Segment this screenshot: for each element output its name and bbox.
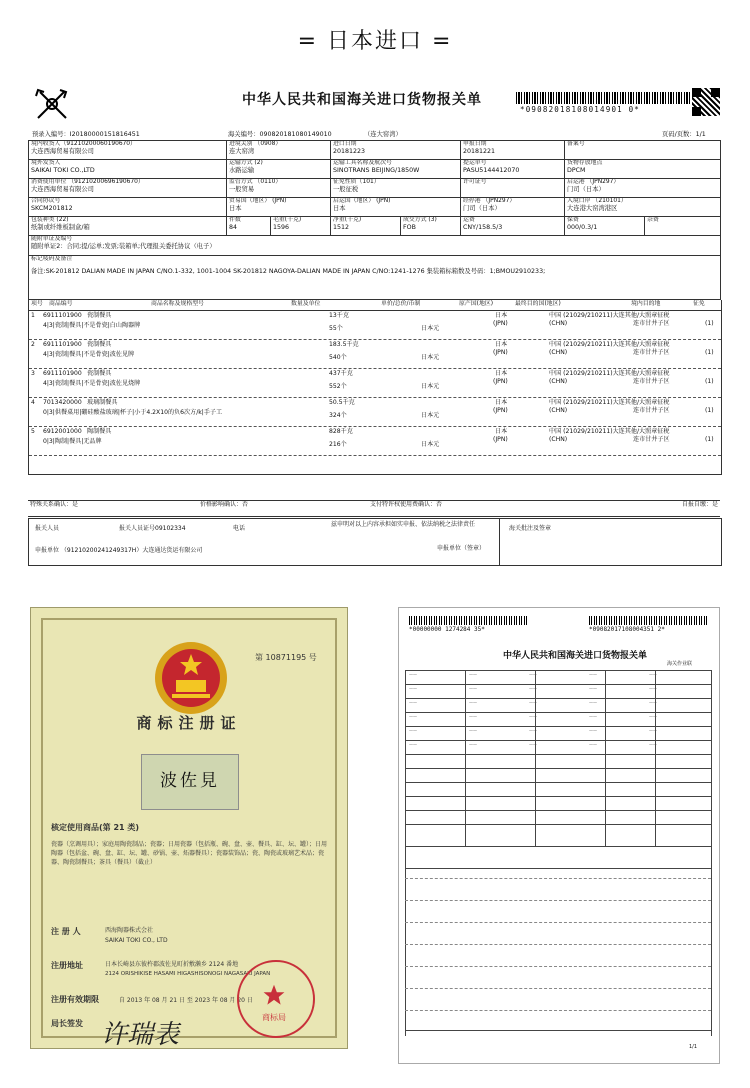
goods-code: 6911101900	[43, 312, 82, 319]
royalty: 支付特许权使用费确认：否	[368, 501, 568, 517]
goods-name: 玻璃制餐具	[87, 399, 118, 406]
goods-dest-code: (CHN)	[549, 378, 568, 385]
footer-grid	[28, 500, 720, 517]
cell-origin-country: 启运国（地区） (JPN) 日本	[331, 198, 461, 217]
cell-pieces: 件数 84	[227, 217, 271, 236]
barcode	[516, 92, 712, 104]
goods-origin: 日本	[495, 370, 508, 377]
goods-row	[29, 398, 721, 427]
cell-supervision: 监管方式 （0110） 一般贸易	[227, 179, 331, 198]
goods-origin: 日本	[495, 341, 508, 348]
self-payment: 自报自缴：是	[568, 501, 720, 517]
director-label: 局长签发	[51, 1019, 83, 1028]
goods-origin: 日本	[495, 428, 508, 435]
goods-row	[29, 311, 721, 340]
agent: 申报单位 （91210200241249317H）大连通达货运有限公司	[35, 547, 203, 554]
goods-dest3: (1)	[705, 320, 714, 327]
page-count: 页码/页数：1/1	[662, 131, 706, 138]
cell-trade-country: 贸易国（地区） (JPN) 日本	[227, 198, 331, 217]
cell-import-date: 进口日期 20181223	[331, 141, 461, 160]
goods-dest2: 连市甘井子区	[633, 349, 670, 356]
certificate-title: 商标注册证	[136, 714, 242, 732]
statement: 兹申明对以上内容承担如实申报、依法纳税之法律责任	[331, 521, 476, 528]
goods-dest-code: (CHN)	[549, 407, 568, 414]
barcode-number: *09082018108014901 0*	[520, 105, 641, 114]
goods-dest: 中国 (21029/210211)大连其他/大照章征税	[549, 312, 670, 319]
term-label: 注册有效期限	[51, 995, 99, 1004]
page-heading: = 日本进口 =	[297, 29, 453, 54]
director-signature: 许瑞表	[101, 1020, 180, 1049]
goods-dest: 中国 (21029/210211)大连其他/大照章征税	[549, 370, 670, 377]
form2-page: 1/1	[689, 1044, 698, 1050]
goods-list	[28, 300, 722, 475]
goods-row	[29, 369, 721, 398]
goods-qty1: 50.5千克	[329, 399, 355, 406]
goods-dest3: (1)	[705, 436, 714, 443]
goods-dest: 中国 (21029/210211)大连其他/大照章征税	[549, 399, 670, 406]
goods-qty2: 324个	[329, 412, 347, 419]
goods-origin-code: (JPN)	[493, 436, 508, 443]
goods-spec: 4|3|瓷制|餐具|不是骨瓷|波佐见牌	[43, 351, 135, 358]
goods-qty1: 828千克	[329, 428, 353, 435]
goods-row	[29, 427, 721, 456]
cell-entry-port: 进境关别 （0908） 连大窑湾	[227, 141, 331, 160]
customs-declaration-scan	[398, 607, 720, 1064]
cell-declare-date: 申报日期 20181221	[461, 141, 565, 160]
declarant-section	[28, 518, 722, 566]
qr-code	[692, 88, 720, 116]
form-title: 中华人民共和国海关进口货物报关单	[242, 92, 482, 108]
national-emblem-icon	[148, 638, 234, 722]
goods-dest2: 连市甘井子区	[633, 436, 670, 443]
barcode-right	[589, 616, 709, 625]
trademark-certificate	[30, 607, 348, 1049]
cell-package-type: 包装种类 (22) 纸制或纤维板制盒/箱	[29, 217, 227, 236]
goods-qty2: 540个	[329, 354, 347, 361]
goods-origin-code: (JPN)	[493, 378, 508, 385]
goods-dest-code: (CHN)	[549, 436, 568, 443]
barcode-right-number: *09082017108004351 2*	[589, 626, 665, 633]
goods-dest-code: (CHN)	[549, 320, 568, 327]
goods-cur: 日本元	[421, 383, 440, 390]
goods-qty2: 216个	[329, 441, 347, 448]
cell-vessel: 运输工具名称及航次号 SINOTRANS BEIJING/1850W	[331, 160, 461, 179]
cell-marks: 标记唛码及备注 备注:SK-201812 DALIAN MADE IN JAPAN C/NO.1-332, 1001-1004 SK-201812 NAGOYA-DALIAN MADE IN JAPAN C/NO:1241-1276 集装箱标箱数及号码：1;BMOU2910233;	[29, 256, 721, 300]
goods-origin-code: (JPN)	[493, 349, 508, 356]
customs-number: 海关编号：090820181080149010	[228, 131, 332, 138]
goods-dest2: 连市甘井子区	[633, 407, 670, 414]
agent-seal-label: 申报单位（签章）	[437, 545, 486, 552]
cell-insurance: 保费 000/0.3/1	[565, 217, 645, 236]
cell-deal-mode: 成交方式 (3) FOB	[401, 217, 461, 236]
cell-net-weight: 净重(千克) 1512	[331, 217, 401, 236]
goods-code: 6912001000	[43, 428, 82, 435]
goods-qty1: 183.5千克	[329, 341, 359, 348]
goods-qty2: 552个	[329, 383, 347, 390]
goods-origin: 日本	[495, 312, 508, 319]
cell-consignor: 境外发货人 SAIKAI TOKI CO.,LTD	[29, 160, 227, 179]
goods-class-label: 核定使用商品(第 21 类)	[51, 823, 140, 832]
cell-transit-port: 经停港 （JPN297） 门司（日本）	[461, 198, 565, 217]
cell-consumer: 消费使用单位 （91210200696190670） 大连西海贸易有限公司	[29, 179, 227, 198]
goods-dest-code: (CHN)	[549, 349, 568, 356]
goods-qty2: 55个	[329, 325, 343, 332]
goods-no: 4	[31, 399, 35, 406]
cell-gross-weight: 毛重(千克) 1596	[271, 217, 331, 236]
cell-misc-fee: 杂费	[645, 217, 721, 236]
goods-spec: 4|3|瓷制|餐具|不是骨瓷|白山陶器牌	[43, 322, 141, 329]
goods-qty1: 437千克	[329, 370, 353, 377]
barcode-left-number: *00000000 1274284 35*	[409, 626, 485, 633]
customs-remarks-label: 海关批注及签章	[509, 525, 552, 532]
cell-transport-mode: 运输方式 (2) 水路运输	[227, 160, 331, 179]
goods-spec: 0|3|供餐桌用|硼硅酸盐玻璃|杯子|小于4.2X10的负6次方/k|手子工	[43, 409, 223, 416]
cell-consignee: 境内收货人（91210200060190670） 大连西海贸易有限公司	[29, 141, 227, 160]
cell-departure-port: 启运港 （JPN297） 门司（日本）	[565, 179, 721, 198]
address-label: 注册地址	[51, 961, 83, 970]
registrant-label: 注 册 人	[51, 927, 81, 936]
cell-documents: 随附单证及编号 随附单证2：合同;提/运单;发票;装箱单;代理报关委托协议（电子）	[29, 236, 721, 256]
customs-emblem-icon	[32, 86, 72, 122]
cell-license: 许可证号	[461, 179, 565, 198]
declarant-label: 报关人员	[35, 525, 60, 532]
goods-origin-code: (JPN)	[493, 407, 508, 414]
phone-label: 电话	[233, 525, 246, 532]
registrant-en: SAIKAI TOKI CO., LTD	[105, 937, 168, 944]
goods-spec: 0|3|陶制|餐具|无品牌	[43, 438, 102, 445]
customs-declaration-form	[28, 84, 720, 564]
goods-qty1: 13千克	[329, 312, 349, 319]
form2-subtitle: 海关作业联	[667, 661, 693, 667]
form2-title: 中华人民共和国海关进口货物报关单	[503, 651, 648, 661]
goods-cur: 日本元	[421, 441, 440, 448]
pre-entry-number: 预录入编号：I20180000151816451	[32, 131, 140, 138]
goods-dest3: (1)	[705, 349, 714, 356]
registrant: 西海陶器株式会社	[105, 927, 154, 934]
goods-name: 陶制餐具	[87, 428, 112, 435]
goods-code: 6911101900	[43, 370, 82, 377]
goods-header: 项号 商品编号 商品名称及规格型号 数量及单位 单价/总价/币制 原产国(地区) 最终目的国(地区) 境内目的地 征免	[29, 300, 721, 311]
goods-dest3: (1)	[705, 378, 714, 385]
certificate-number: 第 10871195 号	[255, 653, 317, 662]
price-effect: 价格影响确认：否	[198, 501, 368, 517]
goods-cur: 日本元	[421, 354, 440, 361]
cell-storage: 货物存放地点 DPCM	[565, 160, 721, 179]
goods-class-text: 瓷器（烹调用具）；家庭用陶瓷制品；瓷器；日用瓷器（包括瓶、碗、盘、壶、餐具、缸、坛、罐）；日用陶器（包括盆、碗、盘、缸、坛、罐、砂锅、壶、炻器餐具）；瓷器装饰品；瓷、陶瓷或玻璃艺术品；瓷器、陶瓷制餐具；茶具（餐具）（截止）	[51, 841, 328, 866]
cell-freight: 运费 CNY/158.5/3	[461, 217, 565, 236]
goods-dest3: (1)	[705, 407, 714, 414]
goods-origin: 日本	[495, 399, 508, 406]
goods-dest2: 连市甘井子区	[633, 378, 670, 385]
term: 自 2013 年 08 月 21 日 至 2023 年 08 月 20 日	[119, 997, 253, 1004]
goods-origin-code: (JPN)	[493, 320, 508, 327]
barcode-left	[409, 616, 529, 625]
goods-no: 3	[31, 370, 35, 377]
goods-no: 2	[31, 341, 35, 348]
cell-contract: 合同协议号 SKCM201812	[29, 198, 227, 217]
goods-row	[29, 340, 721, 369]
goods-cur: 日本元	[421, 325, 440, 332]
cell-bill-no: 提运单号 PASU5144412070	[461, 160, 565, 179]
goods-name: 瓷制餐具	[87, 341, 112, 348]
header-grid	[28, 140, 721, 217]
address-en: 2124 ORISHIKISE HASAMI HIGASHISONOGI NAGASAKI JAPAN	[105, 971, 271, 977]
goods-dest: 中国 (21029/210211)大连其他/大照章征税	[549, 341, 670, 348]
trademark-office-seal: 商标局	[237, 960, 315, 1038]
goods-name: 瓷制餐具	[87, 312, 112, 319]
cell-levy: 征免性质（101） 一般征税	[331, 179, 461, 198]
goods-code: 7013420000	[43, 399, 82, 406]
trademark-image: 波佐見	[141, 754, 239, 810]
goods-name: 瓷制餐具	[87, 370, 112, 377]
goods-dest: 中国 (21029/210211)大连其他/大照章征税	[549, 428, 670, 435]
customs-office: （连大窑湾）	[364, 131, 402, 138]
packing-grid	[28, 216, 721, 300]
goods-cur: 日本元	[421, 412, 440, 419]
goods-dest2: 连市甘井子区	[633, 320, 670, 327]
address: 日本长崎县东彼杵郡波佐见町折敷濑乡 2124 番地	[105, 961, 239, 968]
goods-no: 1	[31, 312, 35, 319]
cell-record-no: 备案号	[565, 141, 721, 160]
goods-no: 5	[31, 428, 35, 435]
special-relation: 特殊关系确认：是	[28, 501, 198, 517]
form2-grid: —— —— —— —— —— —— —— —— —— —— —— —— —— —— —— —— —— —— —— —— —— —— —— —— —— —— —— —— —— ——	[405, 670, 711, 1040]
declarant-number: 报关人员证号09102334	[119, 525, 186, 532]
cell-entry-point: 入境口岸 （210101） 大连港大窑湾港区	[565, 198, 721, 217]
goods-spec: 4|3|瓷制|餐具|不是骨瓷|波佐见烧牌	[43, 380, 141, 387]
goods-code: 6911101900	[43, 341, 82, 348]
